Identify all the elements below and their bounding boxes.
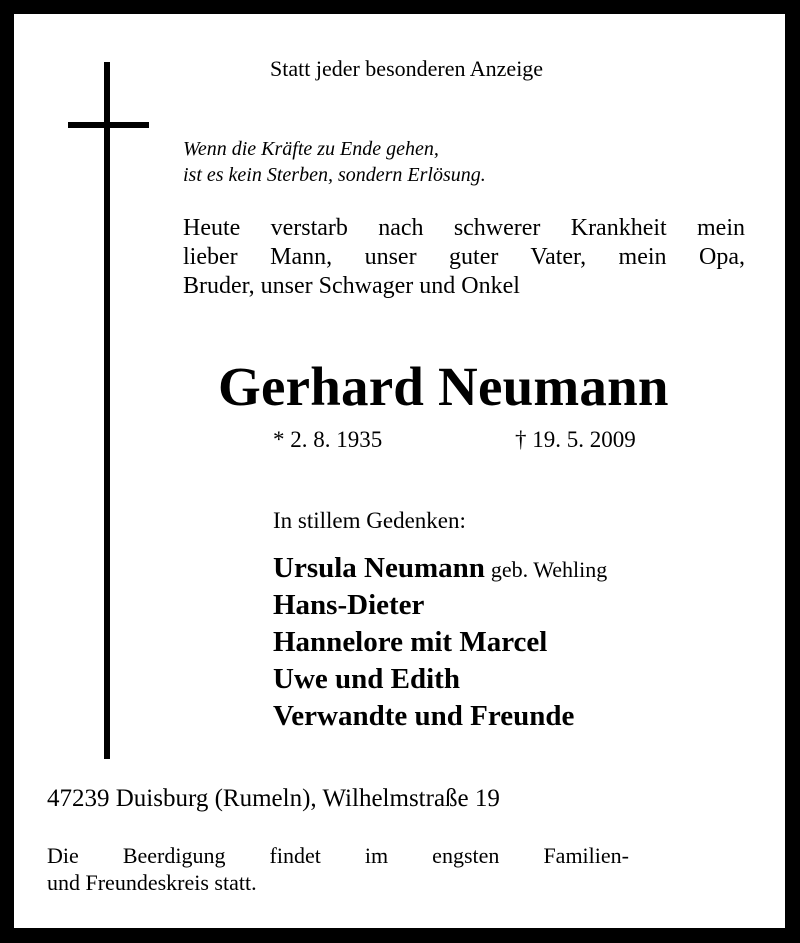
announcement-line: Heute verstarb nach schwerer Krankheit mein: [183, 215, 745, 241]
birth-date: * 2. 8. 1935: [273, 427, 383, 452]
mourner-item: [273, 661, 733, 698]
mourner-item: [273, 698, 733, 735]
cross-icon: [104, 62, 110, 759]
mourner-name: Hannelore mit Marcel: [273, 626, 548, 658]
announcement-line: lieber Mann, unser guter Vater, mein Opa,: [183, 244, 745, 270]
mourner-item: [273, 587, 733, 624]
motto: [183, 136, 613, 188]
mourner-name: Uwe und Edith: [273, 663, 460, 695]
deceased-name: Gerhard Neumann: [218, 356, 669, 417]
cross-icon-bar: [68, 122, 149, 128]
memory-heading: In stillem Gedenken:: [273, 508, 466, 533]
mourner-item: [273, 550, 733, 587]
mourner-name: Ursula Neumann: [273, 552, 485, 584]
motto-line: Wenn die Kräfte zu Ende gehen,: [183, 138, 439, 160]
mourner-item: [273, 624, 733, 661]
announcement: [183, 214, 745, 301]
mourner-name: Hans-Dieter: [273, 589, 425, 621]
death-date: † 19. 5. 2009: [515, 427, 636, 452]
announcement-line: Bruder, unser Schwager und Onkel: [183, 273, 520, 299]
funeral-line: Die Beerdigung findet im engsten Familien-: [47, 843, 629, 868]
funeral-notice: [47, 842, 629, 896]
mourner-name: Verwandte und Freunde: [273, 700, 575, 732]
notice-line: Statt jeder besonderen Anzeige: [270, 56, 544, 81]
address: 47239 Duisburg (Rumeln), Wilhelmstraße 19: [47, 785, 500, 812]
mourners-list: [273, 550, 733, 735]
motto-line: ist es kein Sterben, sondern Erlösung.: [183, 164, 486, 186]
mourner-note: geb. Wehling: [490, 557, 608, 582]
funeral-line: und Freundeskreis statt.: [47, 870, 257, 895]
